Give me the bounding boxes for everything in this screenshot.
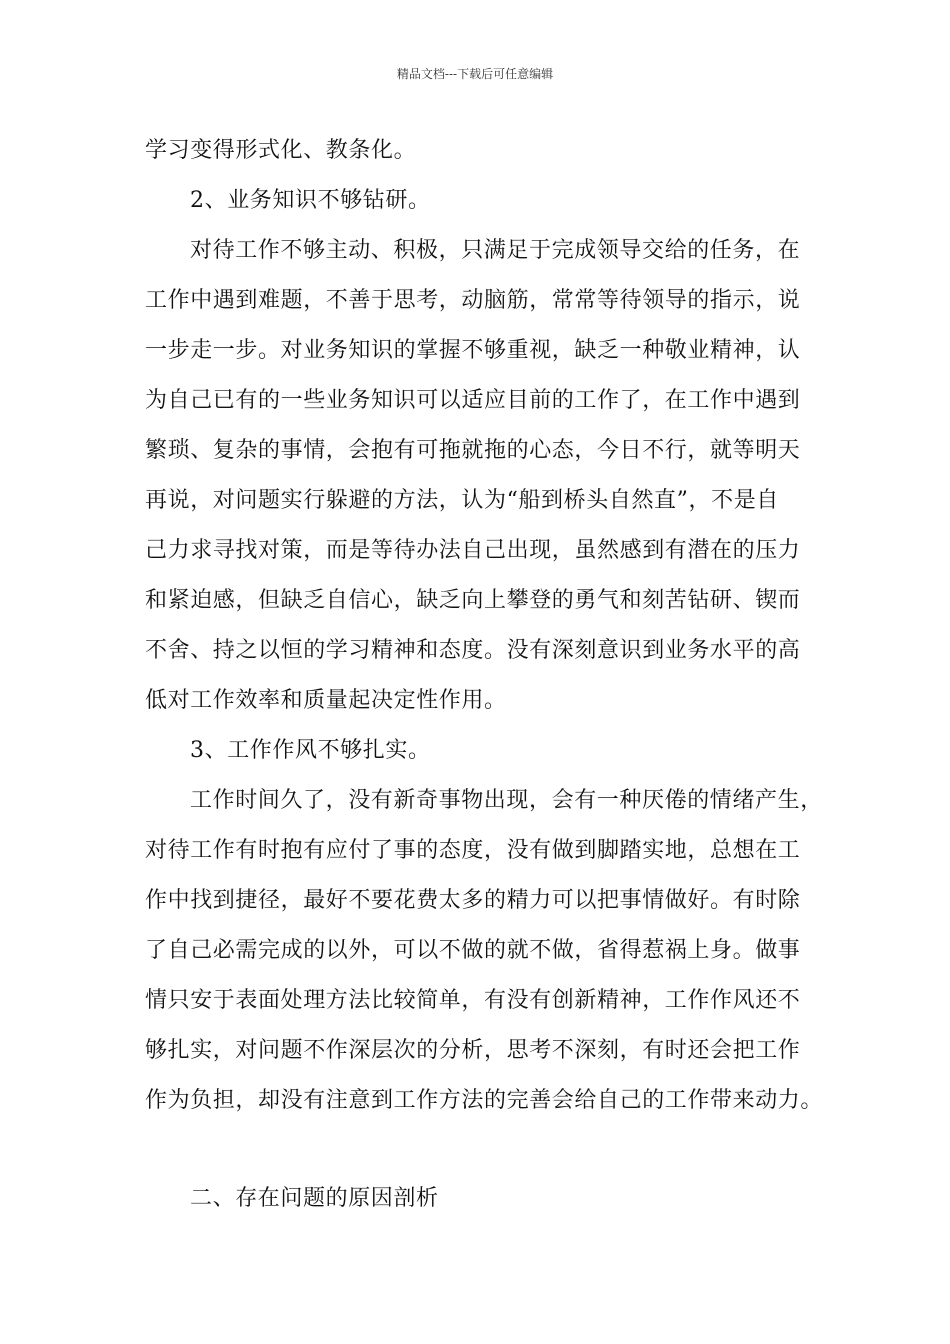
paragraph-line: 一步走一步。对业务知识的掌握不够重视，缺乏一种敬业精神，认 — [145, 338, 801, 363]
paragraph-line: 够扎实，对问题不作深层次的分析，思考不深刻，有时还会把工作 — [145, 1038, 801, 1063]
paragraph-line: 对待工作不够主动、积极，只满足于完成领导交给的任务，在 — [190, 238, 801, 263]
paragraph-line: 再说，对问题实行躲避的方法，认为“船到桥头自然直”，不是自 — [145, 488, 779, 513]
paragraph-line: 工作中遇到难题，不善于思考，动脑筋，常常等待领导的指示，说 — [145, 288, 801, 313]
paragraph-line: 低对工作效率和质量起决定性作用。 — [145, 688, 507, 713]
page-header: 精品文档---下载后可任意编辑 — [396, 67, 554, 81]
paragraph-line: 了自己必需完成的以外，可以不做的就不做，省得惹祸上身。做事 — [145, 938, 801, 963]
paragraph-line: 繁琐、复杂的事情，会抱有可拖就拖的心态，今日不行，就等明天 — [145, 438, 801, 463]
paragraph-line: 作中找到捷径，最好不要花费太多的精力可以把事情做好。有时除 — [145, 888, 801, 913]
section-heading: 3、工作作风不够扎实。 — [190, 738, 431, 763]
chapter-heading: 二、存在问题的原因剖析 — [190, 1186, 439, 1211]
paragraph-line: 作为负担，却没有注意到工作方法的完善会给自己的工作带来动力。 — [145, 1088, 824, 1113]
paragraph-line: 和紧迫感，但缺乏自信心，缺乏向上攀登的勇气和刻苦钻研、锲而 — [145, 588, 801, 613]
paragraph-line: 为自己已有的一些业务知识可以适应目前的工作了，在工作中遇到 — [145, 388, 801, 413]
text-line: 学习变得形式化、教条化。 — [145, 138, 417, 163]
paragraph-line: 情只安于表面处理方法比较简单，有没有创新精神，工作作风还不 — [145, 988, 801, 1013]
paragraph-line: 对待工作有时抱有应付了事的态度，没有做到脚踏实地，总想在工 — [145, 838, 801, 863]
paragraph-line: 不舍、持之以恒的学习精神和态度。没有深刻意识到业务水平的高 — [145, 638, 801, 663]
paragraph-line: 工作时间久了，没有新奇事物出现，会有一种厌倦的情绪产生， — [190, 788, 823, 813]
section-heading: 2、业务知识不够钻研。 — [190, 188, 431, 213]
paragraph-line: 己力求寻找对策，而是等待办法自己出现，虽然感到有潜在的压力 — [145, 538, 801, 563]
